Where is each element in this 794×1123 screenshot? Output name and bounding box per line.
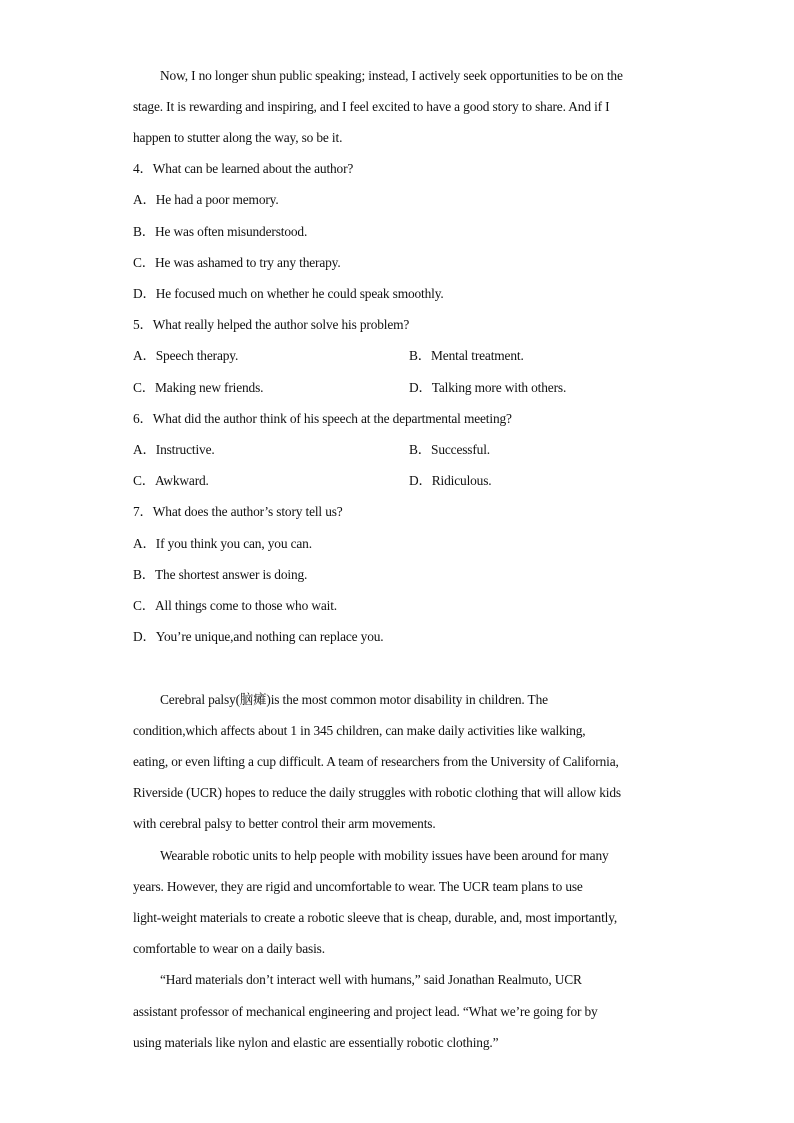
answer-option: D．He focused much on whether he could speak smoothly. — [133, 286, 444, 301]
answer-option: D．Talking more with others. — [409, 380, 567, 395]
answer-option: A．He had a poor memory. — [133, 192, 279, 207]
passage-line: eating, or even lifting a cup difficult. A team of researchers from the University of California, — [133, 754, 619, 769]
passage-line: “Hard materials don’t interact well with humans,” said Jonathan Realmuto, UCR — [160, 972, 582, 987]
answer-option: B．Successful. — [409, 442, 490, 457]
passage-line: Riverside (UCR) hopes to reduce the daily struggles with robotic clothing that will allow kids — [133, 785, 621, 800]
passage-line: stage. It is rewarding and inspiring, and I feel excited to have a good story to share. And if I — [133, 99, 610, 114]
answer-option: D．You’re unique,and nothing can replace you. — [133, 629, 384, 644]
answer-option: C．Making new friends. — [133, 380, 264, 395]
answer-option: A．If you think you can, you can. — [133, 536, 312, 551]
question-stem: 5．What really helped the author solve his problem? — [133, 317, 410, 332]
answer-option: C．He was ashamed to try any therapy. — [133, 255, 341, 270]
question-stem: 6．What did the author think of his speech at the departmental meeting? — [133, 411, 512, 426]
answer-option: B．The shortest answer is doing. — [133, 567, 308, 582]
passage-line: assistant professor of mechanical engineering and project lead. “What we’re going for by — [133, 1004, 598, 1019]
answer-option: B．Mental treatment. — [409, 348, 524, 363]
answer-option: A．Instructive. — [133, 442, 215, 457]
passage-line: Now, I no longer shun public speaking; instead, I actively seek opportunities to be on the — [160, 68, 623, 83]
passage-line: light-weight materials to create a robotic sleeve that is cheap, durable, and, most importantly, — [133, 910, 618, 925]
answer-option: C．All things come to those who wait. — [133, 598, 337, 613]
passage-line: Cerebral palsy(脑瘫)is the most common motor disability in children. The — [160, 692, 548, 707]
answer-option: C．Awkward. — [133, 473, 209, 488]
question-stem: 7．What does the author’s story tell us? — [133, 504, 343, 519]
passage-line: comfortable to wear on a daily basis. — [133, 941, 325, 956]
question-stem: 4．What can be learned about the author? — [133, 161, 354, 176]
passage-line: years. However, they are rigid and uncomfortable to wear. The UCR team plans to use — [133, 879, 583, 894]
passage-line: with cerebral palsy to better control their arm movements. — [133, 816, 436, 831]
passage-line: Wearable robotic units to help people with mobility issues have been around for many — [160, 848, 609, 863]
answer-option: B．He was often misunderstood. — [133, 224, 308, 239]
passage-line: using materials like nylon and elastic are essentially robotic clothing.” — [133, 1035, 499, 1050]
answer-option: A．Speech therapy. — [133, 348, 239, 363]
passage-line: condition,which affects about 1 in 345 children, can make daily activities like walking, — [133, 723, 586, 738]
passage-line: happen to stutter along the way, so be it. — [133, 130, 343, 145]
answer-option: D．Ridiculous. — [409, 473, 492, 488]
